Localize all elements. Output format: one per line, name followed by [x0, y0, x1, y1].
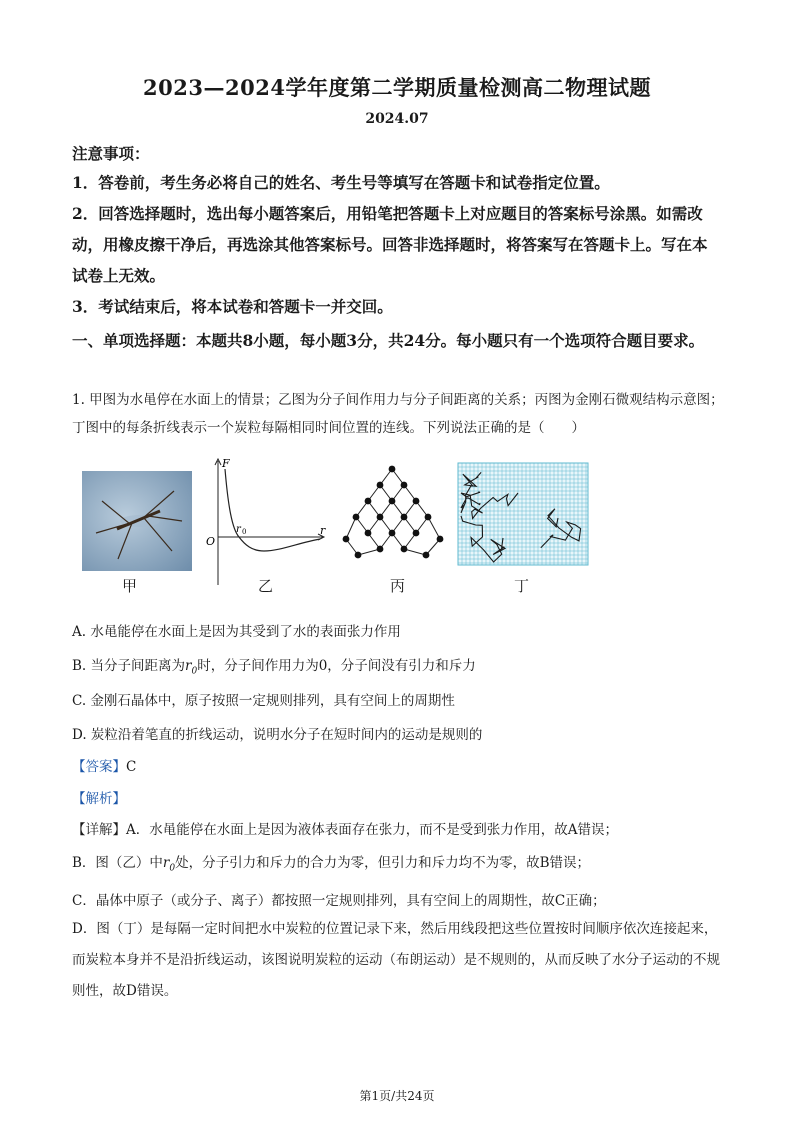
option-a: A. 水黾能停在水面上是因为其受到了水的表面张力作用 [72, 624, 401, 640]
detail-d: D．图（丁）是每隔一定时间把水中炭粒的位置记录下来，然后用线段把这些位置按时间顺序依次连接起来，而炭粒本身并不是沿折线运动，该图说明炭粒的运动（布朗运动）是不规则的，从而反映了水分子运动的不规则性，故D错误。 [72, 921, 720, 999]
figure-caption-bing: 丙 [390, 577, 406, 595]
graph-r0-label: r [236, 524, 241, 535]
note-item-2: 2．回答选择题时，选出每小题答案后，用铅笔把答题卡上对应题目的答案标号涂黑。如需改动，用橡皮擦干净后，再选涂其他答案标号。回答非选择题时，将答案写在答题卡上。写在本试卷上无效。 [72, 204, 708, 285]
figure-row [72, 455, 612, 605]
option-d: D. 炭粒沿着笔直的折线运动，说明水分子在短时间内的运动是规则的 [72, 727, 483, 743]
lattice-atom [365, 530, 372, 537]
detail-c: C．晶体中原子（或分子、离子）都按照一定规则排列，具有空间上的周期性，故C正确； [72, 893, 606, 909]
lattice-bond [428, 517, 440, 539]
r0-symbol: $r_0$ [185, 658, 198, 677]
diamond-lattice-diagram [340, 463, 450, 573]
option-b [72, 654, 476, 677]
grid-background [458, 463, 588, 565]
lattice-atom [413, 530, 420, 537]
lattice-atom [377, 514, 384, 521]
analysis-tag: 【解析】 [72, 791, 126, 807]
lattice-atom [389, 530, 396, 537]
notes-heading: 注意事项： [72, 144, 150, 163]
section-heading: 一、单项选择题：本题共8小题，每小题3分，共24分。每小题只有一个选项符合题目要求。 [72, 331, 705, 350]
option-c: C. 金刚石晶体中，原子按照一定规则排列，具有空间上的周期性 [72, 693, 455, 709]
lattice-atom [355, 552, 362, 559]
figure-caption-yi: 乙 [258, 577, 274, 595]
question-stem: 1. 甲图为水黾停在水面上的情景；乙图为分子间作用力与分子间距离的关系；丙图为金刚石微观结构示意图；丁图中的每条折线表示一个炭粒每隔相同时间位置的连线。下列说法正确的是（ ） [72, 392, 724, 436]
lattice-atom [377, 546, 384, 553]
lattice-atom [353, 514, 360, 521]
lattice-atom [389, 466, 396, 473]
r0-symbol-detail: $r_0$ [162, 855, 176, 874]
note-item-1: 1．答卷前，考生务必将自己的姓名、考生号等填写在答题卡和试卷指定位置。 [72, 173, 610, 192]
detail-b-suffix: 处，分子引力和斥力的合力为零，但引力和斥力均不为零，故B错误； [175, 855, 591, 871]
lattice-atom [343, 536, 350, 543]
exam-date: 2024.07 [365, 111, 429, 127]
lattice-atom [401, 514, 408, 521]
lattice-atom [413, 498, 420, 505]
detail-b [72, 851, 590, 874]
figure-caption-jia: 甲 [122, 577, 138, 595]
brownian-motion-grid [458, 463, 588, 565]
detail-tag: 【详解】 [72, 822, 126, 838]
option-b-prefix: B. 当分子间距离为 [72, 658, 186, 674]
detail-a-text: A．水黾能停在水面上是因为液体表面存在张力，而不是受到张力作用，故A错误； [126, 822, 618, 838]
graph-x-label: r [320, 524, 326, 537]
force-distance-graph [206, 455, 332, 585]
graph-origin-label: O [206, 535, 216, 548]
option-b-suffix: 时，分子间作用力为0，分子间没有引力和斥力 [197, 658, 476, 674]
page-footer: 第1页/共24页 [359, 1089, 435, 1103]
lattice-bond [358, 549, 380, 555]
answer-value: C [126, 759, 137, 775]
lattice-atom [377, 482, 384, 489]
lattice-atom [425, 514, 432, 521]
answer-line [72, 755, 136, 775]
answer-tag: 【答案】 [72, 759, 126, 775]
lattice-atom [401, 546, 408, 553]
exam-title: 2023—2024学年度第二学期质量检测高二物理试题 [143, 75, 651, 100]
lattice-atom [365, 498, 372, 505]
analysis-tag-line [72, 787, 126, 807]
lattice-atom [401, 482, 408, 489]
water-strider-photo [82, 471, 192, 571]
graph-r0-subscript: 0 [242, 528, 247, 536]
lattice-atom [437, 536, 444, 543]
graph-y-label: F [222, 457, 230, 470]
lattice-atom [423, 552, 430, 559]
detail-b-prefix: B．图（乙）中 [72, 855, 163, 871]
lattice-bond [346, 517, 356, 539]
lattice-bond [404, 549, 426, 555]
detail-a [72, 818, 618, 838]
figure-caption-ding: 丁 [514, 577, 530, 595]
lattice-atom [389, 498, 396, 505]
note-item-3: 3．考试结束后，将本试卷和答题卡一并交回。 [72, 297, 393, 316]
